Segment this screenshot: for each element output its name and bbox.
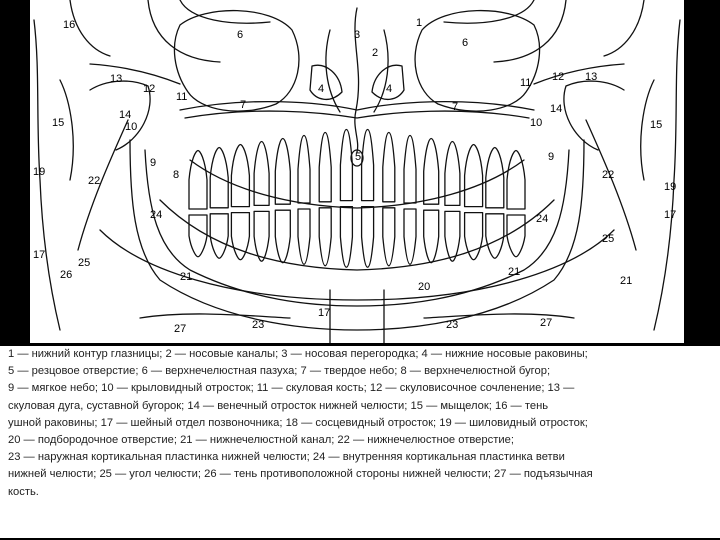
label-14-left: 14 (119, 109, 132, 121)
lower-tooth (210, 214, 228, 258)
upper-tooth (231, 145, 249, 207)
lower-tooth (445, 211, 460, 261)
lower-tooth (275, 210, 290, 263)
diagram-drawing (30, 0, 684, 343)
upper-tooth (404, 136, 416, 204)
label-4-right: 4 (386, 83, 393, 95)
upper-tooth (383, 133, 395, 202)
label-1: 1 (416, 17, 423, 29)
label-9-right: 9 (548, 151, 555, 163)
label-3: 3 (354, 29, 361, 41)
panoramic-dental-diagram (30, 0, 684, 343)
label-20: 20 (418, 281, 431, 293)
label-7-left: 7 (240, 99, 247, 111)
label-13-left: 13 (110, 73, 123, 85)
caption-line: 9 — мягкое небо; 10 — крыловидный отросток; 11 — скуловая кость; 12 — скуловисочное сочленение; 13 — (8, 382, 575, 395)
upper-tooth (275, 139, 290, 205)
caption-line: 23 — наружная кортикальная пластинка нижней челюсти; 24 — внутренняя кортикальная пластинка ветви (8, 451, 565, 464)
label-8-left: 8 (173, 169, 180, 181)
upper-tooth (340, 130, 352, 201)
label-23-right: 23 (446, 319, 459, 331)
caption-line: 20 — подбородочное отверстие; 21 — нижнечелюстной канал; 22 — нижнечелюстное отверстие; (8, 434, 514, 447)
label-22-right: 22 (602, 169, 615, 181)
label-24-left: 24 (150, 209, 163, 221)
upper-tooth (319, 133, 331, 202)
label-21-far-right: 21 (620, 275, 633, 287)
label-11-right: 11 (520, 77, 532, 89)
label-23-left: 23 (252, 319, 265, 331)
label-13-right: 13 (585, 71, 598, 83)
caption-line: 5 — резцовое отверстие; 6 — верхнечелюстная пазуха; 7 — твердое небо; 8 — верхнечелюстной бугор; (8, 365, 551, 378)
upper-tooth (189, 151, 207, 210)
lower-tooth (298, 209, 310, 264)
hyoid-bone (140, 314, 574, 318)
label-16: 16 (63, 19, 76, 31)
lower-tooth (362, 207, 374, 268)
label-11-left: 11 (176, 91, 188, 103)
caption-line: нижней челюсти; 25 — угол челюсти; 26 — тень противоположной стороны нижней челюсти; 27 — подъязычная (8, 468, 593, 481)
upper-tooth (362, 130, 374, 201)
label-27-right: 27 (540, 317, 553, 329)
upper-tooth (465, 145, 483, 207)
upper-tooth (424, 139, 439, 205)
lower-tooth (383, 208, 395, 266)
label-19-left: 19 (33, 166, 46, 178)
label-12-right: 12 (552, 71, 565, 83)
lower-tooth (254, 211, 269, 261)
lower-tooth (319, 208, 331, 266)
label-14-right: 14 (550, 103, 563, 115)
lower-teeth (189, 207, 525, 268)
label-5: 5 (355, 151, 362, 163)
label-25-left: 25 (78, 257, 91, 269)
diagram-labels (33, 17, 676, 335)
label-6-right: 6 (462, 37, 469, 49)
caption-line: ушной раковины; 17 — шейный отдел позвоночника; 18 — сосцевидный отросток; 19 — шиловидный отросток; (8, 416, 588, 429)
lower-tooth (189, 215, 207, 257)
label-22-left: 22 (88, 175, 101, 187)
label-24-right: 24 (536, 213, 549, 225)
caption-line: скуловая дуга, суставной бугорок; 14 — венечный отросток нижней челюсти; 15 — мыщелок; 16 — тень (8, 399, 549, 412)
label-26: 26 (60, 269, 73, 281)
label-21-left: 21 (180, 271, 193, 283)
caption-line: 1 — нижний контур глазницы; 2 — носовые каналы; 3 — носовая перегородка; 4 — нижние носовые раковины; (8, 348, 588, 360)
label-17-center: 17 (318, 307, 331, 319)
label-25-right: 25 (602, 233, 615, 245)
label-9-left: 9 (150, 157, 157, 169)
caption-line: кость. (8, 485, 39, 498)
label-27-left: 27 (174, 323, 187, 335)
label-17-left: 17 (33, 249, 46, 261)
label-4-left: 4 (318, 83, 325, 95)
lower-tooth (486, 214, 504, 258)
label-15-right: 15 (650, 119, 663, 131)
label-2: 2 (372, 47, 379, 59)
cervical-spine (330, 290, 384, 343)
label-19-right: 19 (664, 181, 677, 193)
upper-tooth (507, 151, 525, 210)
figure-caption (0, 346, 720, 538)
label-21-right: 21 (508, 266, 521, 278)
lower-tooth (404, 209, 416, 264)
label-7-right: 7 (452, 101, 459, 113)
label-17-right: 17 (664, 209, 677, 221)
label-6-left: 6 (237, 29, 244, 41)
lower-tooth (340, 207, 352, 268)
upper-tooth (298, 136, 310, 204)
label-10-right: 10 (530, 117, 543, 129)
lower-tooth (424, 210, 439, 263)
label-10-left: 10 (125, 121, 138, 133)
label-12-left: 12 (143, 83, 156, 95)
label-15-left: 15 (52, 117, 65, 129)
lower-tooth (507, 215, 525, 257)
